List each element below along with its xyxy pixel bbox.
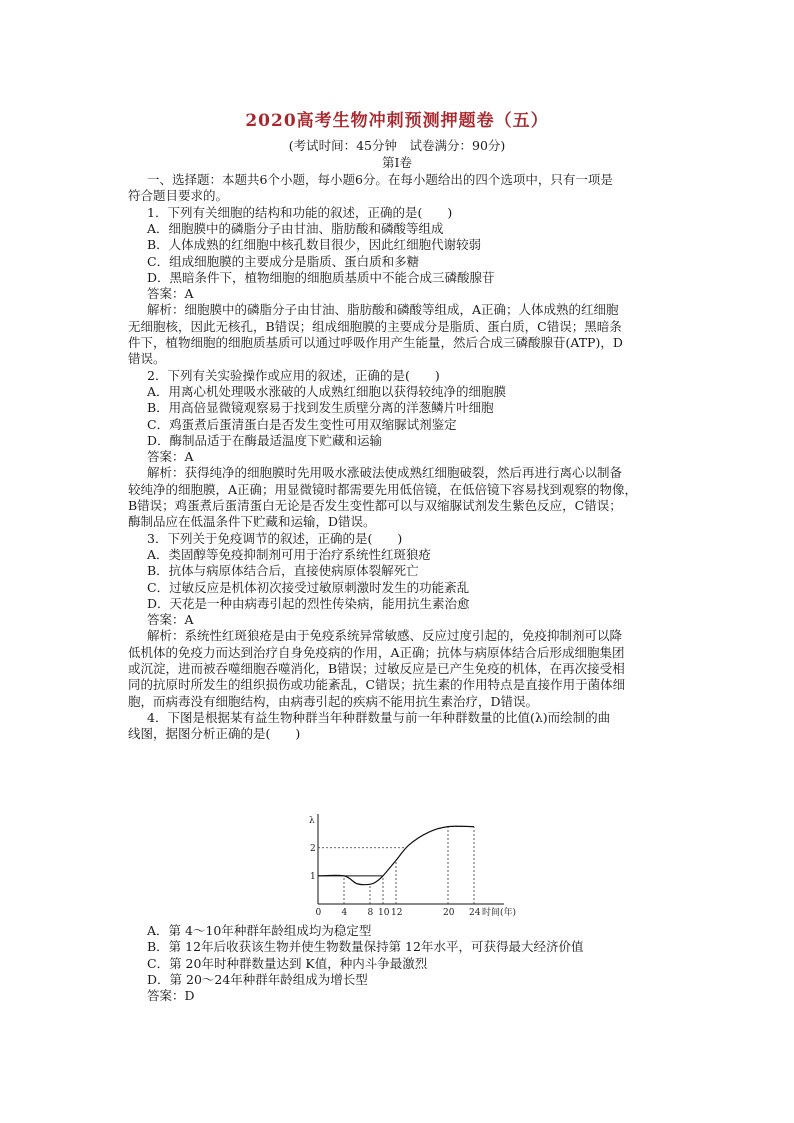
y-axis-label: λ bbox=[309, 816, 315, 826]
x-tick-label: 4 bbox=[341, 908, 348, 918]
question-option: C．鸡蛋煮后蛋清蛋白是否发生变性可用双缩脲试剂鉴定 bbox=[147, 417, 457, 432]
answer-label: 答案：A bbox=[147, 449, 194, 464]
question-option: C．第 20年时种群数量达到 K值，种内斗争最激烈 bbox=[147, 956, 428, 971]
analysis-text: 件下，植物细胞的细胞质基质可以通过呼吸作用产生能量，然后合成三磷酸腺苷(ATP)，D bbox=[128, 335, 623, 350]
x-tick-label: 20 bbox=[443, 908, 455, 918]
section-instruction: 一、选择题：本题共6个小题，每小题6分。在每小题给出的四个选项中，只有一项是 bbox=[147, 172, 613, 187]
x-tick-label: 8 bbox=[367, 908, 374, 918]
question-option: D．天花是一种由病毒引起的烈性传染病，能用抗生素治愈 bbox=[147, 596, 470, 611]
question-option: A．用离心机处理吸水涨破的人成熟红细胞以获得较纯净的细胞膜 bbox=[147, 384, 507, 399]
question-option: D．第 20～24年种群年龄组成为增长型 bbox=[147, 972, 368, 987]
exam-info: (考试时间：45分钟 试卷满分：90分) bbox=[288, 138, 506, 153]
volume-label: 第Ⅰ卷 bbox=[382, 155, 412, 170]
answer-label: 答案：A bbox=[147, 286, 194, 301]
question-stem: 1．下列有关细胞的结构和功能的叙述，正确的是( ) bbox=[147, 205, 453, 220]
question-option: D．黑暗条件下，植物细胞的细胞质基质中不能合成三磷酸腺苷 bbox=[147, 270, 495, 285]
lambda-line-chart bbox=[300, 810, 517, 920]
analysis-text: 无细胞核，因此无核孔，B错误；组成细胞膜的主要成分是脂质、蛋白质，C错误；黑暗条 bbox=[128, 319, 622, 334]
question-option: C．组成细胞膜的主要成分是脂质、蛋白质和多糖 bbox=[147, 254, 420, 269]
question-stem: 2．下列有关实验操作或应用的叙述，正确的是( ) bbox=[147, 368, 440, 383]
answer-label: 答案：A bbox=[147, 612, 194, 627]
y-tick-label: 1 bbox=[310, 871, 316, 882]
question-option: B．第 12年后收获该生物并使生物数量保持第 12年水平，可获得最大经济价值 bbox=[147, 939, 584, 954]
analysis-text: 较纯净的细胞膜，A正确；用显微镜时都需要先用低倍镜，在低倍镜下容易找到观察的物像， bbox=[128, 482, 638, 497]
analysis-text: 解析：获得纯净的细胞膜时先用吸水涨破法使成熟红细胞破裂，然后再进行离心以制备 bbox=[147, 465, 623, 480]
question-option: C．过敏反应是机体初次接受过敏原刺激时发生的功能紊乱 bbox=[147, 580, 470, 595]
question-option: B．抗体与病原体结合后，直接使病原体裂解死亡 bbox=[147, 563, 419, 578]
page-title: 2020高考生物冲刺预测押题卷（五） bbox=[245, 111, 549, 131]
x-tick-label: 10 bbox=[378, 908, 390, 918]
analysis-text: 或沉淀，进而被吞噬细胞吞噬消化，B错误；过敏反应是已产生免疫的机体，在再次接受相 bbox=[128, 661, 625, 676]
analysis-text: 低机体的免疫力而达到治疗自身免疫病的作用，A正确；抗体与病原体结合后形成细胞集团 bbox=[128, 645, 625, 660]
x-tick-label: 24 bbox=[469, 908, 481, 918]
x-tick-label: 12 bbox=[391, 908, 403, 918]
analysis-text: 解析：细胞膜中的磷脂分子由甘油、脂肪酸和磷酸等组成，A正确；人体成熟的红细胞 bbox=[147, 302, 619, 317]
question-stem: 3．下列关于免疫调节的叙述，正确的是( ) bbox=[147, 531, 403, 546]
answer-label: 答案：D bbox=[147, 988, 195, 1003]
analysis-text: 解析：系统性红斑狼疮是由于免疫系统异常敏感、反应过度引起的，免疫抑制剂可以降 bbox=[147, 628, 623, 643]
question-option: B．用高倍显微镜观察易于找到发生质壁分离的洋葱鳞片叶细胞 bbox=[147, 400, 494, 415]
question-option: A．第 4～10年种群年龄组成均为稳定型 bbox=[147, 923, 372, 938]
analysis-text: 同的抗原时所发生的组织损伤或功能紊乱，C错误；抗生素的作用特点是直接作用于菌体细 bbox=[128, 677, 626, 692]
y-tick-label: 2 bbox=[310, 843, 316, 854]
analysis-text: 错误。 bbox=[128, 351, 166, 366]
section-instruction: 符合题目要求的。 bbox=[128, 188, 229, 203]
question-option: B．人体成熟的红细胞中核孔数目很少，因此红细胞代谢较弱 bbox=[147, 237, 482, 252]
question-option: A．类固醇等免疫抑制剂可用于治疗系统性红斑狼疮 bbox=[147, 547, 432, 562]
x-axis-label: 时间(年) bbox=[482, 908, 517, 918]
analysis-text: B错误；鸡蛋煮后蛋清蛋白无论是否发生变性都可以与双缩脲试剂发生紫色反应，C错误； bbox=[128, 498, 622, 513]
question-stem: 4．下图是根据某有益生物种群当年种群数量与前一年种群数量的比值(λ)而绘制的曲 bbox=[147, 710, 611, 725]
question-option: A．细胞膜中的磷脂分子由甘油、脂肪酸和磷酸等组成 bbox=[147, 221, 444, 236]
question-option: D．酶制品适于在酶最适温度下贮藏和运输 bbox=[147, 433, 383, 448]
analysis-text: 胞，而病毒没有细胞结构，由病毒引起的疾病不能用抗生素治疗，D错误。 bbox=[128, 694, 539, 709]
question-stem: 线图，据图分析正确的是( ) bbox=[128, 726, 301, 741]
x-tick-label: 0 bbox=[315, 908, 322, 918]
analysis-text: 酶制品应在低温条件下贮藏和运输，D错误。 bbox=[128, 514, 376, 529]
